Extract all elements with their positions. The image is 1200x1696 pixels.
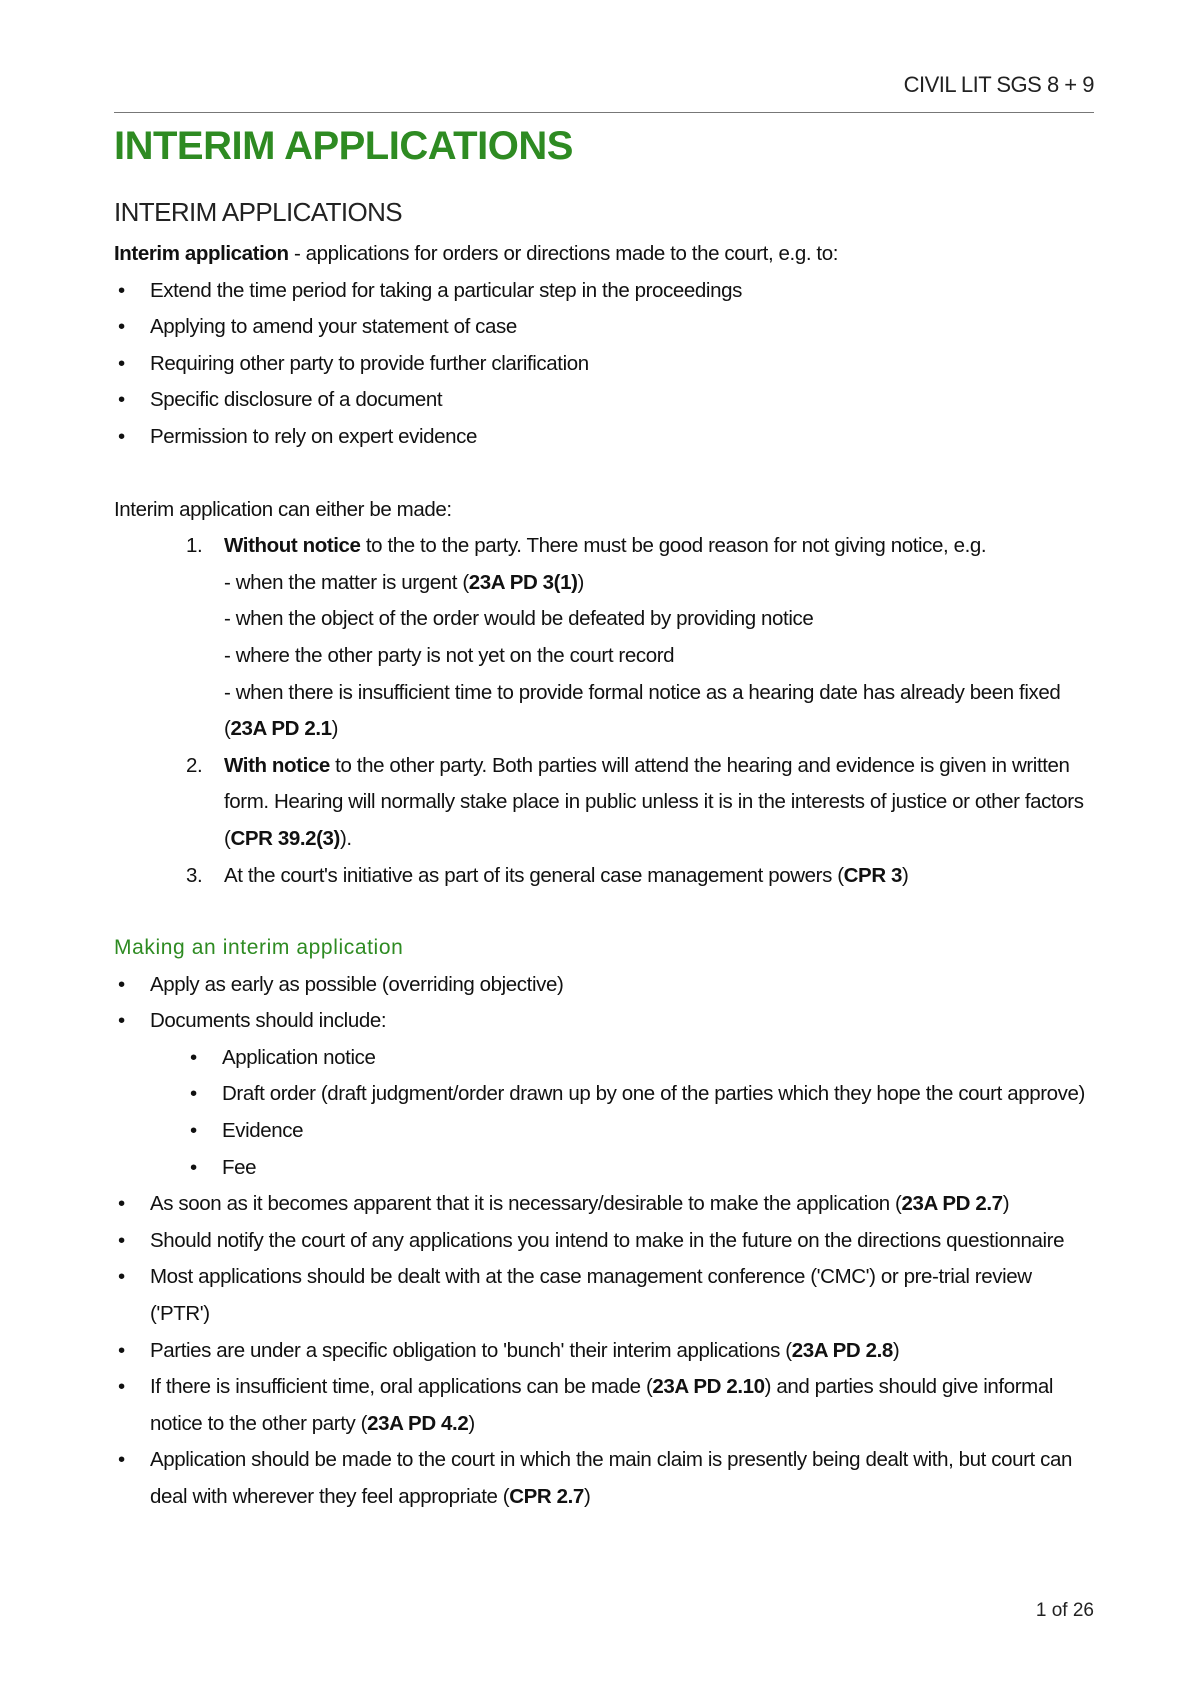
- documents-list: [150, 1040, 1094, 1186]
- reference: 23A PD 3(1): [468, 570, 578, 594]
- reference: 23A PD 2.8: [791, 1338, 893, 1362]
- option-text: to the to the party. There must be good reason for not giving notice, e.g.: [360, 534, 987, 558]
- reference: 23A PD 2.10: [652, 1375, 765, 1399]
- list-item: • Specific disclosure of a document: [114, 382, 1094, 419]
- list-item: [114, 1333, 1094, 1370]
- either-intro: Interim application can either be made:: [114, 497, 452, 521]
- header-rule: [114, 112, 1094, 113]
- point-end: ): [892, 1338, 900, 1362]
- list-item: [114, 1369, 1094, 1442]
- option-text: to the other party. Both parties will attend the hearing and evidence is given in written form. Hearing will normally stake place in public unless it is in the interests of justice or other factors (: [224, 753, 1084, 850]
- subsection-heading: Making an interim application: [114, 936, 404, 960]
- list-item: • Apply as early as possible (overriding objective): [114, 967, 1094, 1004]
- sub-point: - where the other party is not yet on the court record: [224, 643, 675, 667]
- spacer: [114, 456, 1094, 492]
- reference: CPR 39.2(3): [230, 826, 340, 850]
- list-item: • Permission to rely on expert evidence: [114, 419, 1094, 456]
- point-text: As soon as it becomes apparent that it is necessary/desirable to make the application (: [150, 1192, 902, 1216]
- definition-paragraph: [114, 236, 1094, 273]
- sub-point: - when the object of the order would be defeated by providing notice: [224, 607, 814, 631]
- point-text: Parties are under a specific obligation to 'bunch' their interim applications (: [150, 1338, 792, 1362]
- section-heading: INTERIM APPLICATIONS: [114, 197, 403, 227]
- list-item: [114, 1186, 1094, 1223]
- reference: 23A PD 4.2: [367, 1411, 469, 1435]
- list-item: • Extend the time period for taking a particular step in the proceedings: [114, 273, 1094, 310]
- list-item: • Application notice: [186, 1040, 1094, 1077]
- option-court-initiative: [186, 858, 1094, 895]
- options-list: [114, 528, 1094, 894]
- point-text: ) and parties should give informal notice to the other party (: [150, 1375, 1053, 1435]
- point-text: Application should be made to the court in which the main claim is presently being dealt with, but court can deal with wherever they feel appropriate (: [150, 1448, 1072, 1508]
- option-term: Without notice: [224, 534, 361, 558]
- point-end: ): [583, 1485, 591, 1508]
- making-list: [114, 967, 1094, 1516]
- sub-point: - when there is insufficient time to provide formal notice as a hearing date has already been fixed (: [224, 680, 1061, 741]
- document-title: INTERIM APPLICATIONS: [114, 124, 573, 168]
- running-header: CIVIL LIT SGS 8 + 9: [903, 72, 1094, 97]
- list-number: 1.: [186, 534, 203, 558]
- examples-list: [114, 273, 1094, 456]
- list-item: • Evidence: [186, 1113, 1094, 1150]
- reference: CPR 2.7: [509, 1485, 584, 1508]
- definition-text: - applications for orders or directions made to the court, e.g. to:: [288, 242, 839, 265]
- document-body: [114, 192, 1094, 1516]
- list-item: [114, 1442, 1094, 1515]
- sub-point: - when the matter is urgent (: [224, 570, 469, 594]
- point-end: ): [1002, 1192, 1010, 1216]
- reference: CPR 3: [843, 863, 903, 887]
- page-number: 1 of 26: [1035, 1600, 1094, 1621]
- list-number: 2.: [186, 753, 203, 777]
- docs-intro: Documents should include:: [150, 1009, 387, 1033]
- list-item: • Applying to amend your statement of case: [114, 309, 1094, 346]
- option-without-notice: [186, 528, 1094, 748]
- sub-point-end: ): [331, 717, 339, 741]
- option-end: ): [902, 863, 909, 887]
- definition-term: Interim application: [114, 242, 289, 265]
- list-number: 3.: [186, 863, 203, 887]
- spacer: [114, 894, 1094, 930]
- reference: 23A PD 2.1: [230, 717, 332, 741]
- option-end: ).: [339, 826, 352, 850]
- option-with-notice: [186, 748, 1094, 858]
- reference: 23A PD 2.7: [901, 1192, 1003, 1216]
- list-item: • Fee: [186, 1150, 1094, 1187]
- point-text: If there is insufficient time, oral applications can be made (: [150, 1375, 653, 1399]
- point-end: ): [468, 1411, 475, 1435]
- sub-point-end: ): [577, 570, 584, 594]
- list-item: • Should notify the court of any applications you intend to make in the future on the directions questionnaire: [114, 1223, 1094, 1260]
- option-text: At the court's initiative as part of its general case management powers (: [224, 863, 844, 887]
- list-item: • Requiring other party to provide further clarification: [114, 346, 1094, 383]
- option-term: With notice: [224, 753, 330, 777]
- list-item: • Most applications should be dealt with at the case management conference ('CMC') or pre-trial review ('PTR'): [114, 1259, 1094, 1332]
- list-item: • Draft order (draft judgment/order drawn up by one of the parties which they hope the court approve): [186, 1076, 1094, 1113]
- list-item: [114, 1003, 1094, 1186]
